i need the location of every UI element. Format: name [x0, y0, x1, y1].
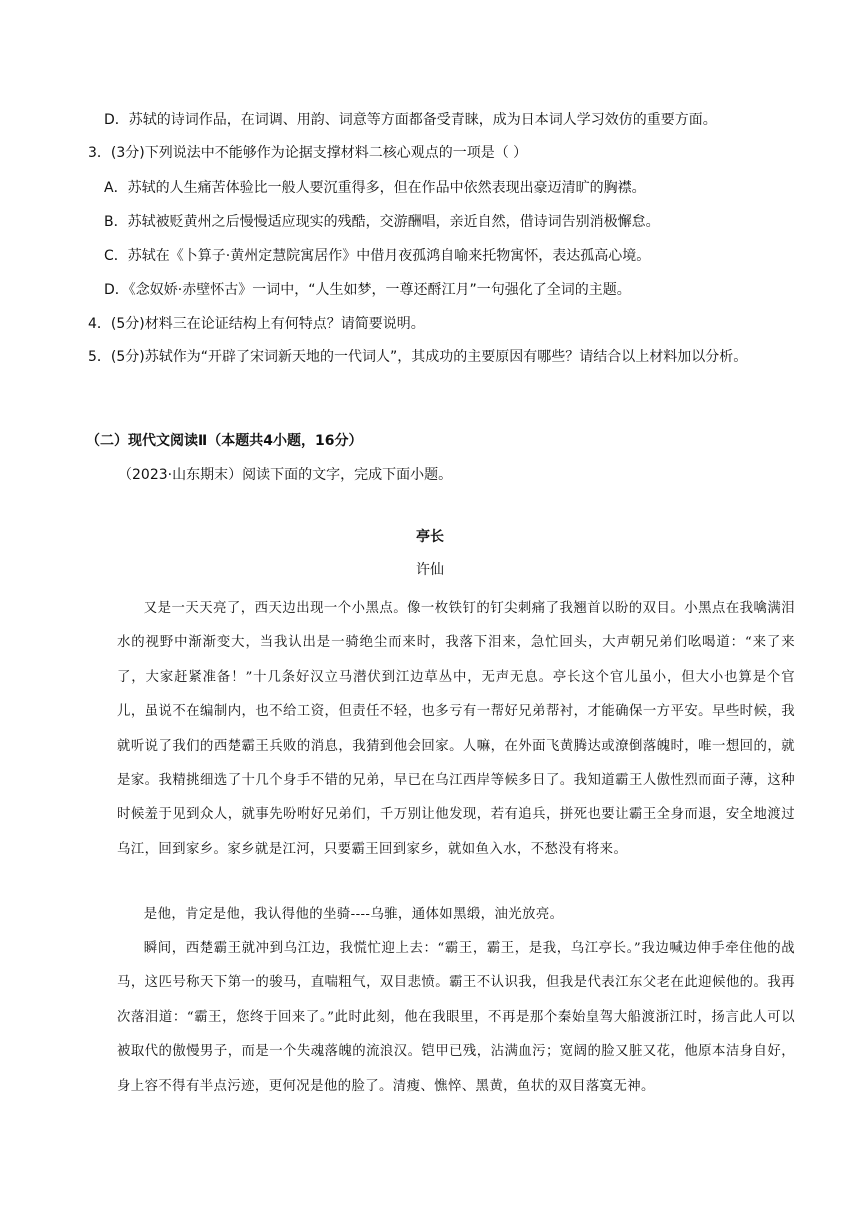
article-title: 亭长: [416, 529, 444, 545]
question-4: 4．(5分)材料三在论证结构上有何特点？请简要说明。: [88, 316, 425, 332]
q3-option-c: C．苏轼在《卜算子·黄州定慧院寓居作》中借月夜孤鸿自喻来托物寓怀，表达孤高心境。: [104, 248, 651, 264]
q3-option-b: B．苏轼被贬黄州之后慢慢适应现实的残酷，交游酬唱，亲近自然，借诗词告别消极懈怠。: [104, 214, 660, 230]
question-3-stem: 3．(3分)下列说法中不能够作为论据支撑材料二核心观点的一项是（ ）: [88, 145, 528, 161]
q3-option-a: A．苏轼的人生痛苦体验比一般人要沉重得多，但在作品中依然表现出豪迈清旷的胸襟。: [104, 180, 646, 196]
section-heading: （二）现代文阅读Ⅱ（本题共4小题，16分）: [86, 433, 363, 449]
article-author: 许仙: [416, 562, 444, 578]
article-paragraph-3: 瞬间，西楚霸王就冲到乌江边，我慌忙迎上去：“霸王，霸王，是我，乌江亭长。”我边喊边伸手牵住他的战马，这匹号称天下第一的骏马，直喘粗气，双目悲愤。霸王不认识我，但我是代表江东父老在此迎候他的。我再次落泪道：“霸王，您终于回来了。”此时此刻，他在我眼里，不再是那个秦始皇驾大船渡浙江时，扬言此人可以被取代的傲慢男子，而是一个失魂落魄的流浪汉。铠甲已残，沾满血污；宽阔的脸又脏又花，他原本洁身自好，身上容不得有半点污迹，更何况是他的脸了。清瘦、憔悴、黑黄，鱼状的双目落寞无神。: [117, 941, 795, 1094]
source-instruction: （2023·山东期末）阅读下面的文字，完成下面小题。: [118, 467, 453, 483]
article-paragraph-2: 是他，肯定是他，我认得他的坐骑----乌骓，通体如黑缎，油光放亮。: [143, 907, 564, 922]
q2-option-d: D．苏轼的诗词作品，在词调、用韵、词意等方面都备受青睐，成为日本词人学习效仿的重要方面。: [104, 112, 717, 128]
q3-option-d: D．《念奴娇·赤壁怀古》一词中，“人生如梦，一尊还酹江月”一句强化了全词的主题。: [104, 282, 631, 298]
article-paragraph-1: 又是一天天亮了，西天边出现一个小黑点。像一枚铁钉的钉尖刺痛了我翘首以盼的双目。小黑点在我噙满泪水的视野中渐渐变大，当我认出是一骑绝尘而来时，我落下泪来，急忙回头，大声朝兄弟们吆喝道：“来了来了，大家赶紧准备！”十几条好汉立马潜伏到江边草丛中，无声无息。亭长这个官儿虽小，但大小也算是个官儿，虽说不在编制内，也不给工资，但责任不轻，也多亏有一帮好兄弟帮衬，才能确保一方平安。早些时候，我就听说了我们的西楚霸王兵败的消息，我猜到他会回家。人嘛，在外面飞黄腾达或潦倒落魄时，唯一想回的，就是家。我精挑细选了十几个身手不错的兄弟，早已在乌江西岸等候多日了。我知道霸王人傲性烈而面子薄，这种时候羞于见到众人，就事先吩咐好兄弟们，千万别让他发现，若有追兵，拼死也要让霸王全身而退，安全地渡过乌江，回到家乡。家乡就是江河，只要霸王回到家乡，就如鱼入水，不愁没有将来。: [117, 601, 795, 857]
question-5: 5．(5分)苏轼作为“开辟了宋词新天地的一代词人”，其成功的主要原因有哪些？请结合以上材料加以分析。: [88, 349, 748, 365]
